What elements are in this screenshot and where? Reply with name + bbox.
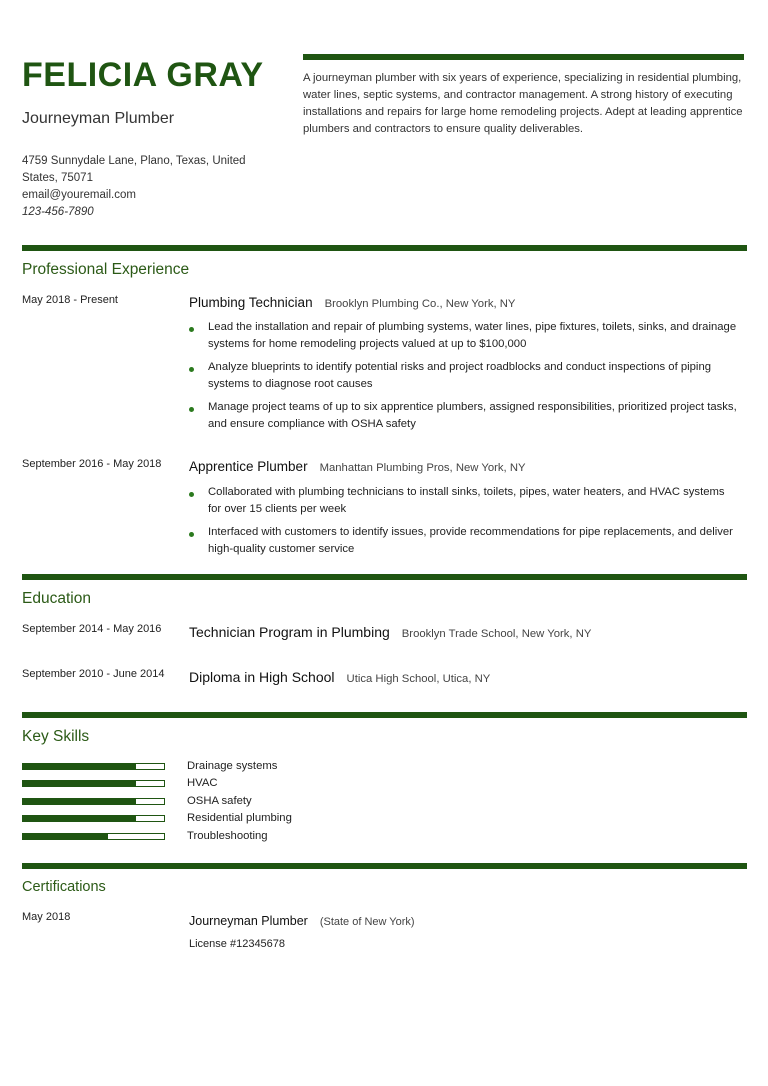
job-org: Brooklyn Plumbing Co., New York, NY: [324, 298, 516, 310]
education-heading: Education: [22, 590, 91, 607]
job-role: [189, 459, 526, 474]
bullet-dot-icon: [189, 327, 194, 332]
job-dates: September 2016 - May 2018: [22, 458, 162, 470]
school: Utica High School, Utica, NY: [346, 673, 491, 685]
summary: A journeyman plumber with six years of experience, specializing in residential plumbing, water lines, septic systems, and contractor management. A strong history of executing installations and repairs for large home remodeling projects. Adept at leading apprentice plumbers and contractors to ensure quality deliverables.: [303, 72, 743, 135]
skill-label: HVAC: [187, 777, 218, 789]
job-role-title: Plumbing Technician: [189, 295, 313, 310]
skill-bar-fill: [23, 764, 136, 769]
job-org: Manhattan Plumbing Pros, New York, NY: [319, 462, 526, 474]
list-item: Analyze blueprints to identify potential risks and project roadblocks and conduct inspections of piping systems to diagnose root causes: [189, 359, 739, 393]
experience-heading: Professional Experience: [22, 261, 190, 278]
job-dates: May 2018 - Present: [22, 294, 118, 306]
address: 4759 Sunnydale Lane, Plano, Texas, United States, 75071: [22, 155, 246, 184]
experience-rule: [22, 245, 747, 251]
education-dates: September 2010 - June 2014: [22, 668, 165, 680]
certification-entry: [189, 914, 415, 928]
bullet-dot-icon: [189, 407, 194, 412]
list-item: Interfaced with customers to identify issues, provide recommendations for pipe replacements, and deliver high-quality customer service: [189, 524, 739, 558]
bullet-dot-icon: [189, 367, 194, 372]
skill-bar: [22, 780, 165, 787]
skill-bar: [22, 815, 165, 822]
skills-rule: [22, 712, 747, 718]
education-dates: September 2014 - May 2016: [22, 623, 162, 635]
degree: Technician Program in Plumbing: [189, 624, 390, 640]
education-entry: [189, 669, 490, 685]
skills-heading: Key Skills: [22, 728, 90, 745]
skill-bar: [22, 763, 165, 770]
list-item: Manage project teams of up to six apprentice plumbers, assigned responsibilities, prioritized project tasks, and ensure compliance with OSHA safety: [189, 399, 739, 433]
school: Brooklyn Trade School, New York, NY: [401, 628, 592, 640]
skill-bar-fill: [23, 781, 136, 786]
skill-label: OSHA safety: [187, 795, 252, 807]
education-rule: [22, 574, 747, 580]
skill-label: Residential plumbing: [187, 812, 292, 824]
certification-date: May 2018: [22, 911, 71, 923]
education-entry: [189, 624, 591, 640]
skill-bar: [22, 798, 165, 805]
license-number: License #12345678: [189, 938, 286, 950]
certification-name: Journeyman Plumber: [189, 914, 308, 928]
job-role: [189, 295, 515, 310]
degree: Diploma in High School: [189, 669, 335, 685]
list-item: Lead the installation and repair of plumbing systems, water lines, pipe fixtures, toilets, sinks, and drainage systems for home remodeling projects valued at up to $100,000: [189, 319, 739, 353]
skill-label: Drainage systems: [187, 760, 278, 772]
list-item: Collaborated with plumbing technicians to install sinks, toilets, pipes, water heaters, and HVAC systems for over 15 clients per week: [189, 484, 739, 518]
phone: 123-456-7890: [22, 206, 94, 218]
skill-bar: [22, 833, 165, 840]
job-bullets: [189, 484, 739, 564]
job-role-title: Apprentice Plumber: [189, 459, 308, 474]
candidate-name: FELICIA GRAY: [22, 56, 264, 94]
skill-bar-fill: [23, 816, 136, 821]
bullet-dot-icon: [189, 532, 194, 537]
email[interactable]: email@youremail.com: [22, 189, 136, 201]
certifications-heading: Certifications: [22, 879, 106, 895]
bullet-dot-icon: [189, 492, 194, 497]
job-title: Journeyman Plumber: [22, 110, 175, 127]
certifications-rule: [22, 863, 747, 869]
header-rule: [303, 54, 744, 60]
skill-bar-fill: [23, 834, 108, 839]
skill-label: Troubleshooting: [187, 830, 268, 842]
certification-issuer: (State of New York): [319, 916, 415, 928]
job-bullets: [189, 319, 739, 439]
skill-bar-fill: [23, 799, 136, 804]
